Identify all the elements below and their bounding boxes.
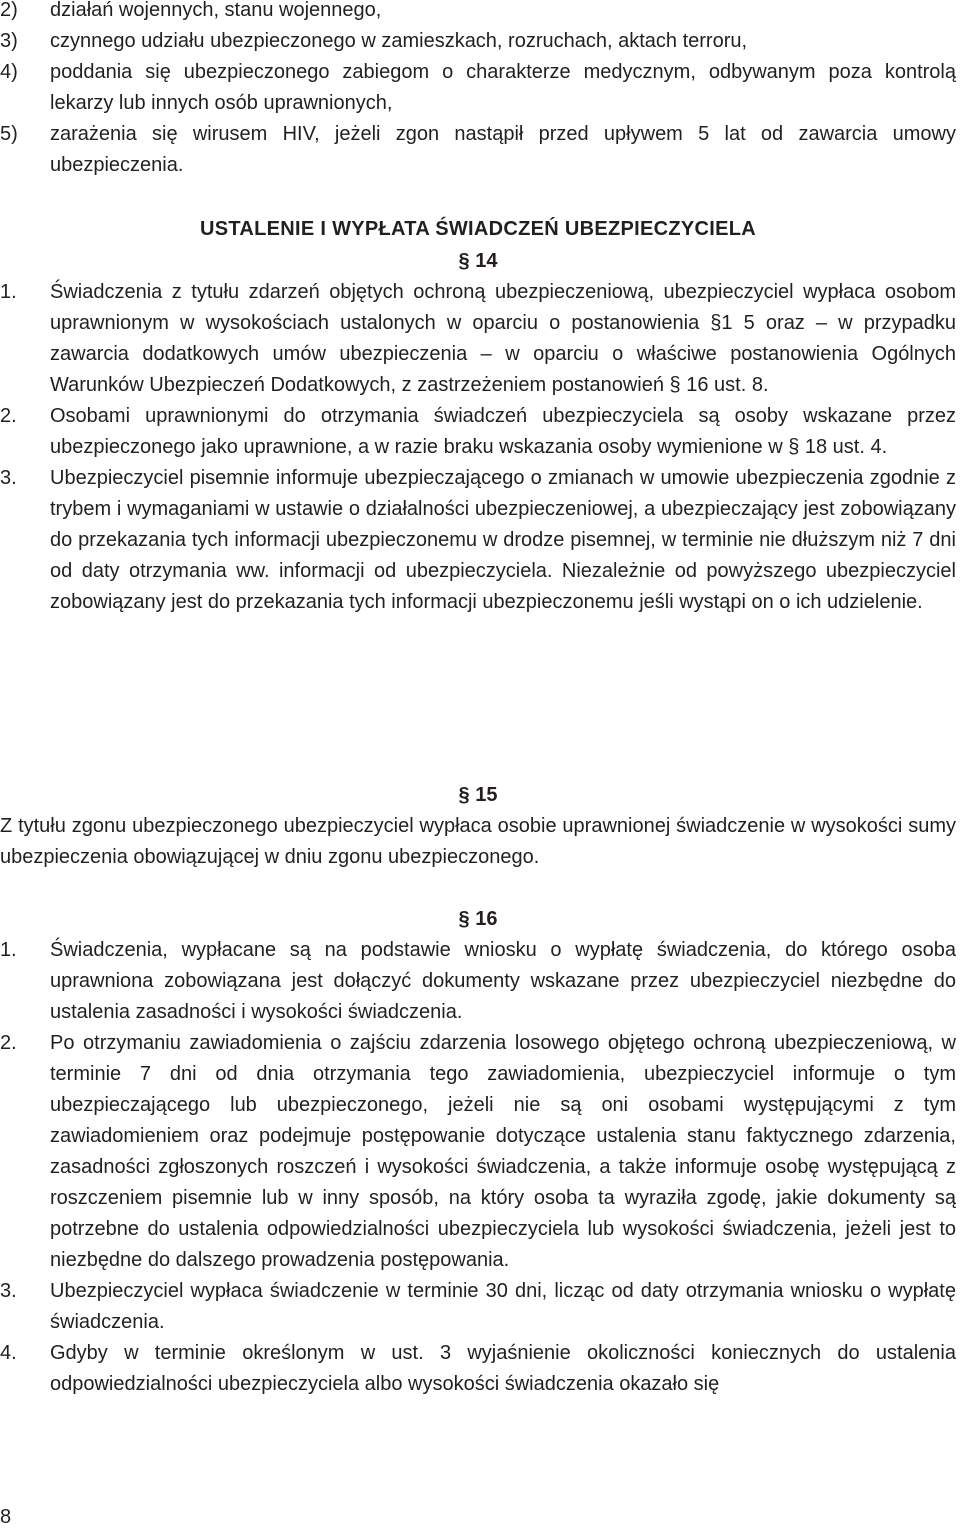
section-15	[0, 780, 956, 873]
list-item	[0, 401, 956, 463]
list-item	[0, 119, 956, 181]
item-number: 5)	[0, 123, 18, 145]
item-text: Świadczenia z tytułu zdarzeń objętych ochroną ubezpieczeniową, ubezpieczyciel wypłaca osobom uprawnionym w wysokościach ustalonych w oparciu o postanowienia §1 5 oraz – w przypadku zawarcia dodatkowych umów ubezpieczenia – w oparciu o właściwe postanowienia Ogólnych Warunków Ubezpieczeń Dodatkowych, z zastrzeżeniem postanowień § 16 ust. 8.	[50, 281, 956, 396]
item-text: Gdyby w terminie określonym w ust. 3 wyjaśnienie okoliczności koniecznych do ustalenia odpowiedzialności ubezpieczyciela albo wysokości świadczenia okazało się	[50, 1342, 956, 1395]
item-number: 2)	[0, 0, 18, 21]
section-title: § 15	[458, 784, 498, 806]
list-item	[0, 1276, 956, 1338]
list-item	[0, 57, 956, 119]
item-text: poddania się ubezpieczonego zabiegom o charakterze medycznym, odbywanym poza kontrolą lekarzy lub innych osób uprawnionych,	[50, 61, 956, 114]
item-number: 3)	[0, 30, 18, 52]
item-text: zarażenia się wirusem HIV, jeżeli zgon nastąpił przed upływem 5 lat od zawarcia umowy ubezpieczenia.	[50, 123, 956, 176]
item-text: Osobami uprawnionymi do otrzymania świadczeń ubezpieczyciela są osoby wskazane przez ubezpieczonego jako uprawnione, a w razie braku wskazania osoby wymienione w § 18 ust. 4.	[50, 405, 956, 458]
item-number: 3.	[0, 1280, 17, 1302]
item-number: 4.	[0, 1342, 17, 1364]
section-14	[0, 246, 956, 618]
item-text: czynnego udziału ubezpieczonego w zamieszkach, rozruchach, aktach terroru,	[50, 30, 748, 52]
section-text: Z tytułu zgonu ubezpieczonego ubezpieczyciel wypłaca osobie uprawnionej świadczenie w wysokości sumy ubezpieczenia obowiązującej w dniu zgonu ubezpieczonego.	[0, 815, 956, 868]
section-title: § 16	[458, 908, 498, 930]
list-item	[0, 1338, 956, 1400]
item-number: 2.	[0, 1032, 17, 1054]
list-item	[0, 26, 956, 57]
item-number: 1.	[0, 281, 17, 303]
section-title: § 14	[458, 250, 498, 272]
item-text: działań wojennych, stanu wojennego,	[50, 0, 382, 21]
list-item	[0, 935, 956, 1028]
list-item	[0, 277, 956, 401]
item-number: 1.	[0, 939, 17, 961]
list-item	[0, 0, 956, 26]
chapter-title: USTALENIE I WYPŁATA ŚWIADCZEŃ UBEZPIECZYCIELA	[199, 218, 757, 240]
item-number: 3.	[0, 467, 17, 489]
list-item	[0, 463, 956, 618]
page-number: 8	[0, 1506, 12, 1528]
list-item	[0, 1028, 956, 1276]
item-text: Ubezpieczyciel wypłaca świadczenie w terminie 30 dni, licząc od daty otrzymania wniosku o wypłatę świadczenia.	[50, 1280, 956, 1333]
item-number: 2.	[0, 405, 17, 427]
item-text: Świadczenia, wypłacane są na podstawie wniosku o wypłatę świadczenia, do którego osoba uprawniona zobowiązana jest dołączyć dokumenty wskazane przez ubezpieczyciel niezbędne do ustalenia zasadności i wysokości świadczenia.	[50, 939, 956, 1023]
section-16	[0, 904, 956, 1400]
exclusions-list	[0, 0, 956, 181]
item-text: Ubezpieczyciel pisemnie informuje ubezpieczającego o zmianach w umowie ubezpieczenia zgodnie z trybem i wymaganiami w ustawie o działalności ubezpieczeniowej, a ubezpieczający jest zobowiązany do przekazania tych informacji ubezpieczonemu w drodze pisemnej, w terminie nie dłuższym niż 7 dni od daty otrzymania ww. informacji od ubezpieczyciela. Niezależnie od powyższego ubezpieczyciel zobowiązany jest do przekazania tych informacji ubezpieczonemu jeśli wystąpi on o ich udzielenie.	[50, 467, 956, 613]
item-text: Po otrzymaniu zawiadomienia o zajściu zdarzenia losowego objętego ochroną ubezpieczeniową, w terminie 7 dni od dnia otrzymania tego zawiadomienia, ubezpieczyciel informuje o tym ubezpieczającego lub ubezpieczonego, jeżeli nie są oni osobami występującymi z tym zawiadomieniem oraz podejmuje postępowanie dotyczące ustalenia stanu faktycznego zdarzenia, zasadności zgłoszonych roszczeń i wysokości świadczenia, a także informuje osobę występującą z roszczeniem pisemnie lub w inny sposób, na który osoba ta wyraziła zgodę, jakie dokumenty są potrzebne do ustalenia odpowiedzialności ubezpieczyciela lub wysokości świadczenia, jeżeli jest to niezbędne do dalszego prowadzenia postępowania.	[50, 1032, 956, 1271]
item-number: 4)	[0, 61, 18, 83]
